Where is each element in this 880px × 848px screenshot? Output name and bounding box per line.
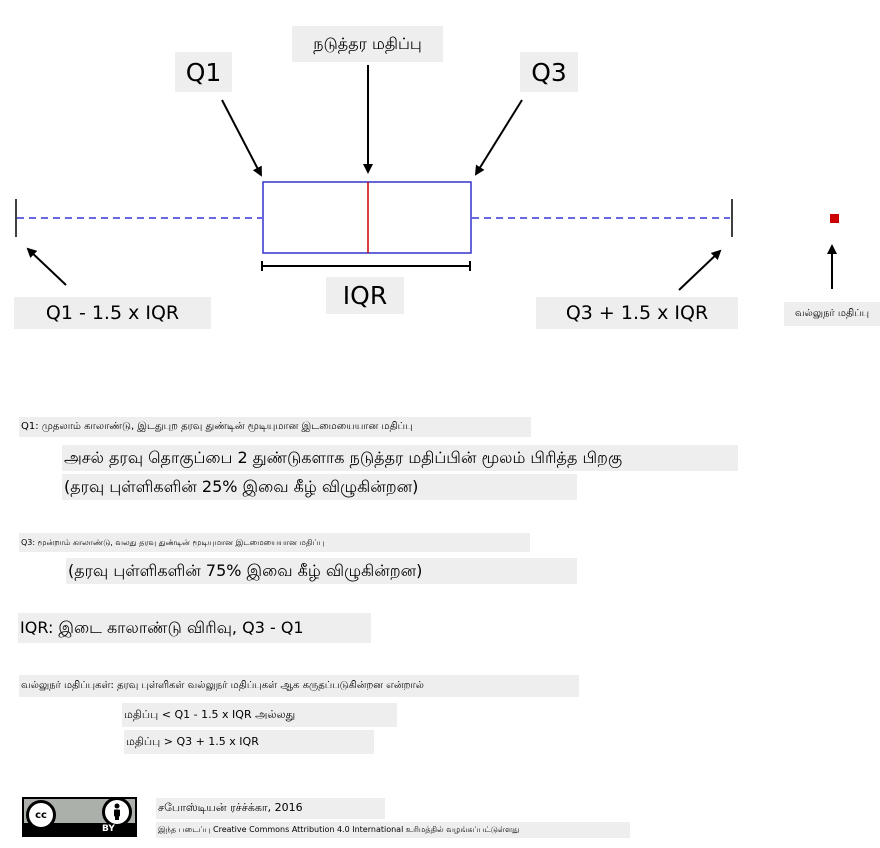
lower-fence-arrow [28, 249, 66, 285]
attribution-person-icon [102, 797, 132, 827]
outlier-label: வல்லுநர் மதிப்பு [784, 302, 880, 326]
q3-definition-title: Q3: மூன்றாம் காலாண்டு, வலது தரவு துண்டின் மூடியுமான இடமையையான மதிப்பு [19, 533, 530, 552]
person-icon [109, 803, 125, 821]
credit-line: சபோஸ்டியன் ரச்ச்க்கா, 2016 [156, 798, 385, 819]
cc-by-badge[interactable] [22, 797, 137, 837]
iqr-definition: IQR: இடை காலாண்டு விரிவு, Q3 - Q1 [18, 613, 371, 643]
upper-fence-arrow [679, 251, 720, 290]
outlier-condition-1: மதிப்பு < Q1 - 1.5 x IQR அல்லது [122, 703, 397, 727]
lower-fence-label: Q1 - 1.5 x IQR [14, 297, 211, 329]
license-text: இந்த படைப்பு Creative Commons Attribution 4.0 International உரிமத்தில் வழங்கப்பட்டுள்ளது [156, 822, 630, 838]
q3-arrow [476, 100, 522, 174]
q3-definition-line1: (தரவு புள்ளிகளின் 75% இவை கீழ் விழுகின்றன) [66, 558, 577, 584]
iqr-label: IQR [326, 277, 404, 314]
outlier-definition-title: வல்லுநர் மதிப்புகள்: தரவு புள்ளிகள் வல்லுநர் மதிப்புகள் ஆக கருதப்படுகின்றன என்றால் [19, 675, 579, 697]
q1-definition-line2: (தரவு புள்ளிகளின் 25% இவை கீழ் விழுகின்றன) [62, 474, 577, 500]
q1-arrow [222, 100, 261, 175]
q3-label: Q3 [520, 52, 578, 92]
upper-fence-label: Q3 + 1.5 x IQR [536, 297, 738, 329]
outlier-condition-2: மதிப்பு > Q3 + 1.5 x IQR [124, 730, 374, 754]
q1-label: Q1 [175, 52, 232, 92]
q1-definition-title: Q1: முதலாம் காலாண்டு, இடதுபுற தரவு துண்டின் மூடியுமான இடமையையான மதிப்பு [19, 417, 531, 437]
median-label: நடுத்தர மதிப்பு [292, 26, 443, 62]
badge-by-text: BY [102, 824, 115, 834]
q1-definition-line1: அசல் தரவு தொகுப்பை 2 துண்டுகளாக நடுத்தர மதிப்பின் மூலம் பிரித்த பிறகு [62, 445, 738, 471]
outlier-point [830, 214, 839, 223]
cc-icon: cc [26, 800, 56, 830]
iqr-box [263, 182, 471, 253]
